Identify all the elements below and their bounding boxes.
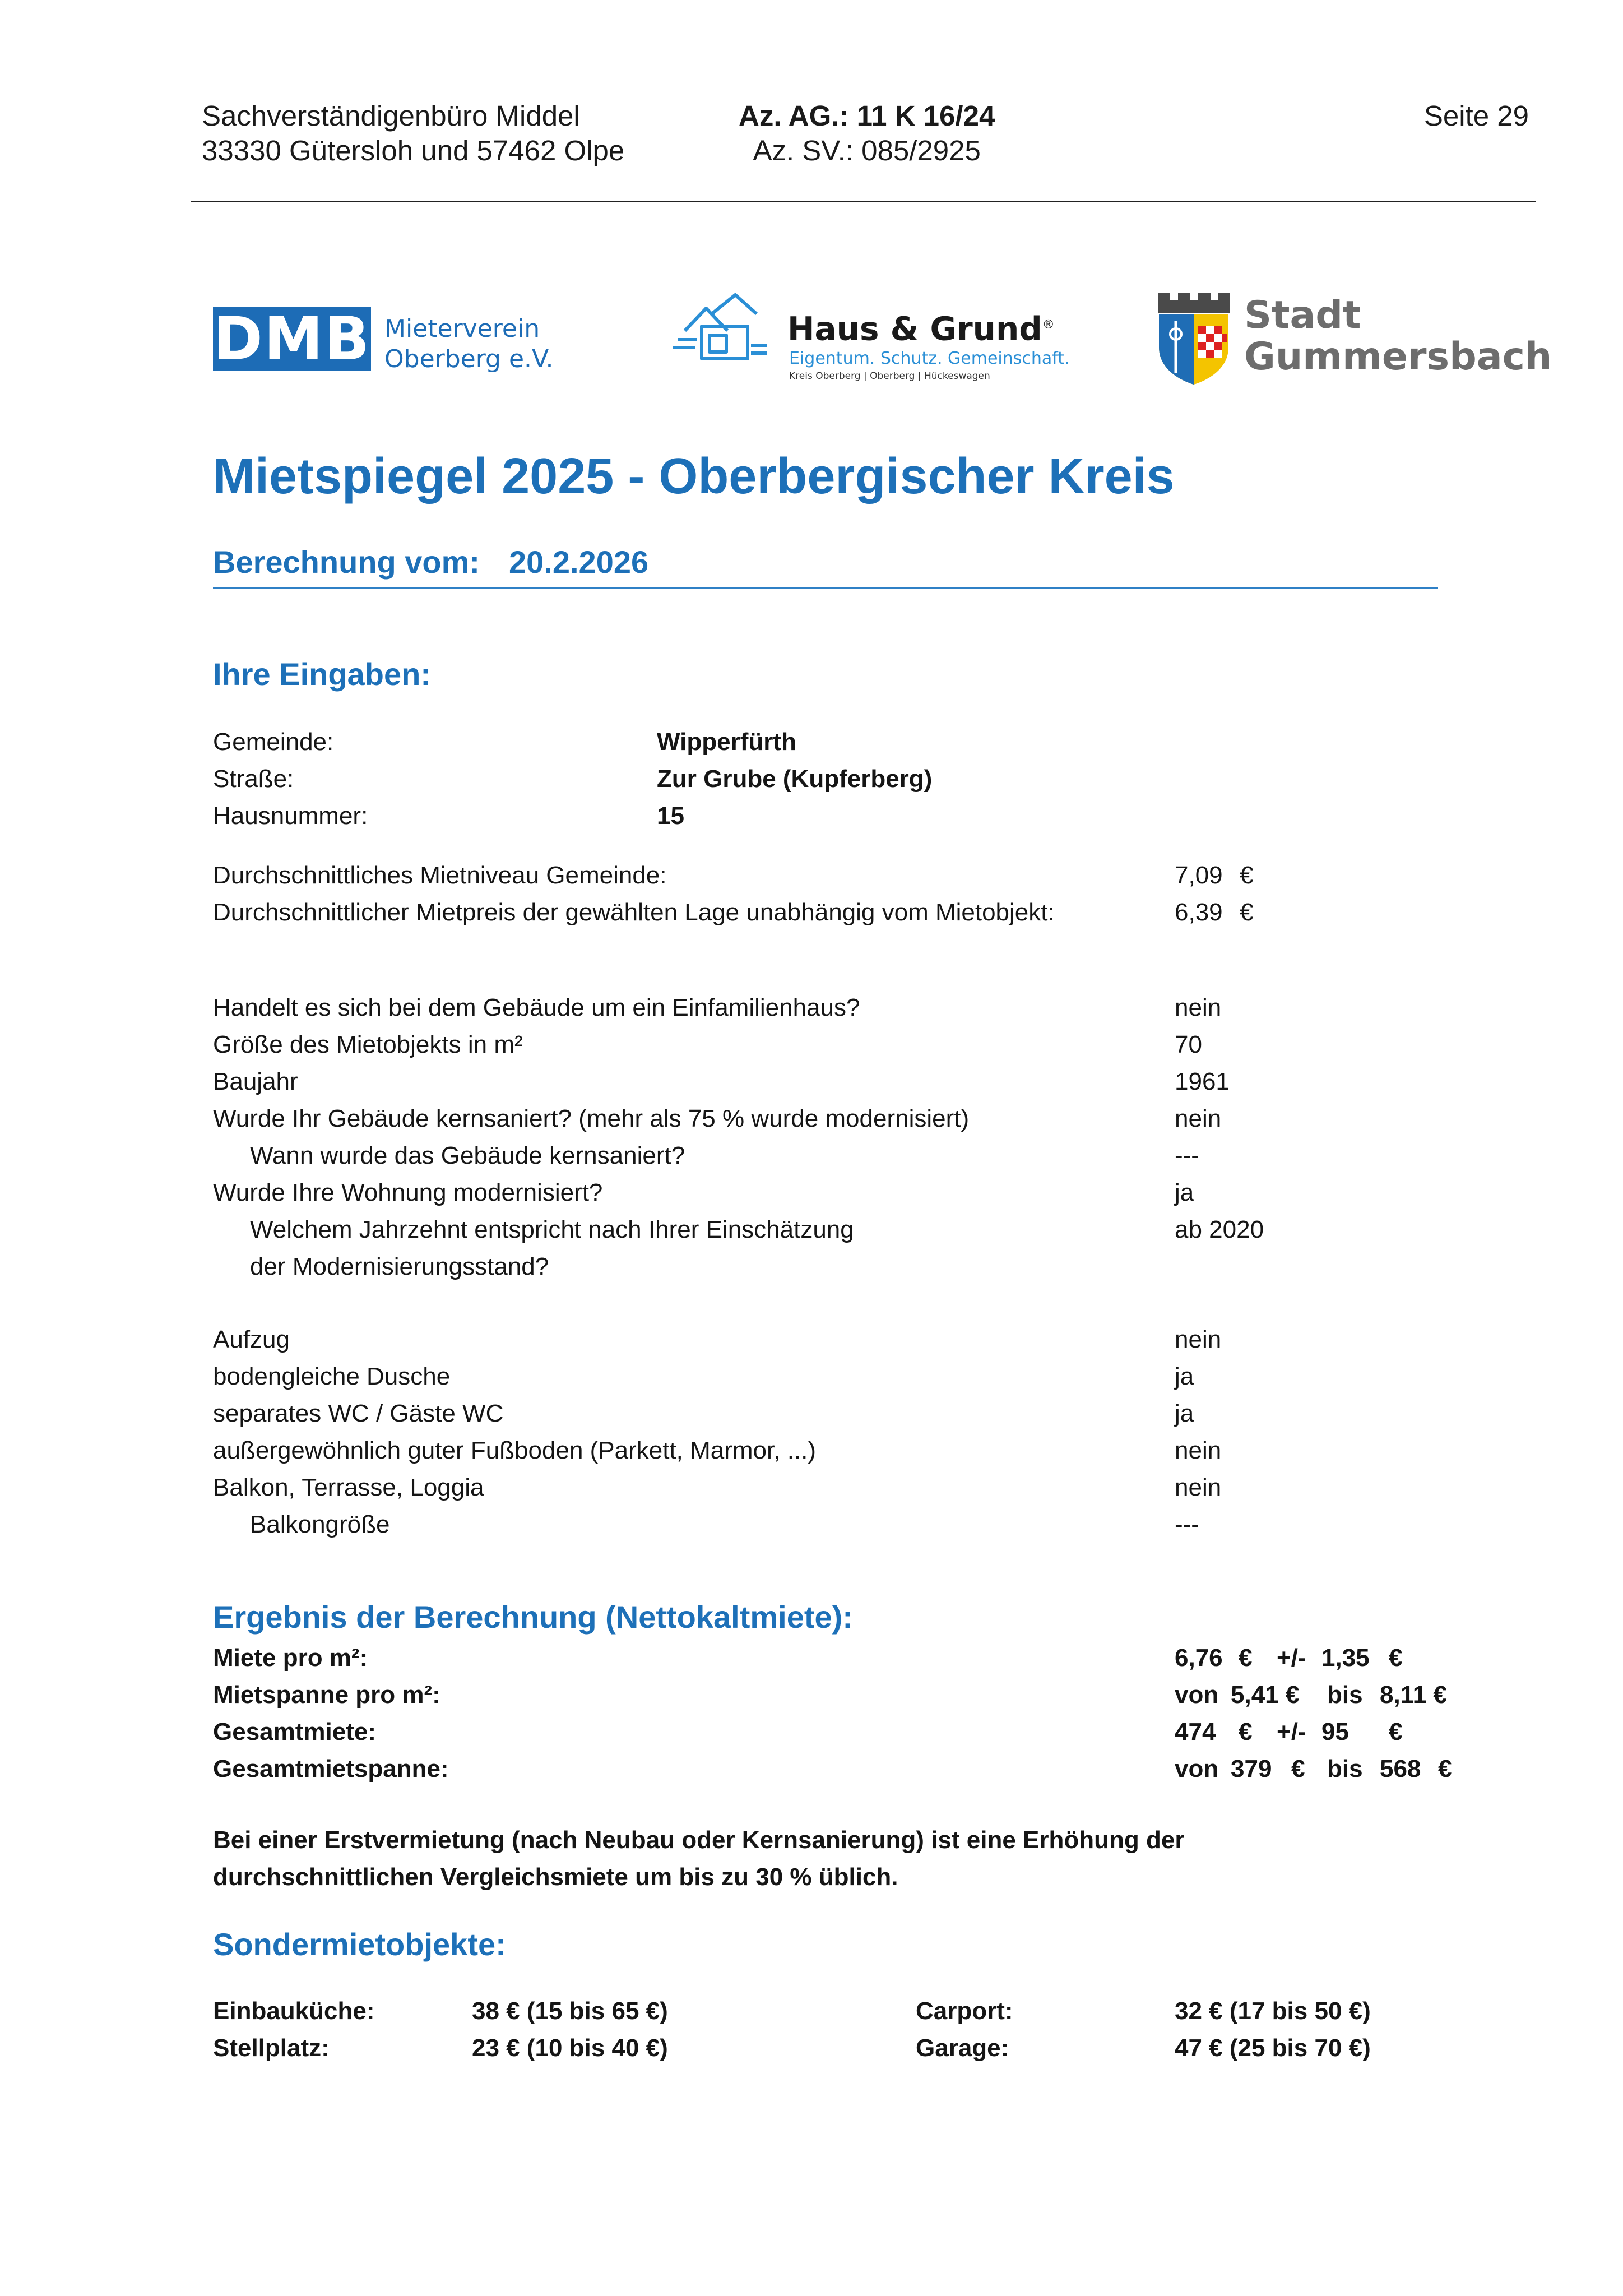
page-number: Seite 29 [1423,100,1529,132]
result-cell: bis [1327,1755,1363,1783]
average-unit: € [1240,862,1254,889]
question-value: ja [1175,1179,1194,1206]
result-cell: +/- [1277,1718,1306,1746]
question-value: nein [1175,994,1222,1021]
address-label: Gemeinde: [213,728,334,756]
feature-label: Balkongröße [250,1511,390,1538]
result-cell: 1,35 [1321,1644,1370,1672]
address-label: Hausnummer: [213,802,368,830]
feature-value: ja [1175,1400,1194,1427]
special-heading: Sondermietobjekte: [213,1927,506,1962]
result-cell: 95 [1321,1718,1349,1746]
feature-value: nein [1175,1326,1222,1353]
special-label: Garage: [916,2034,1009,2062]
haus-grund-tagline: Eigentum. Schutz. Gemeinschaft. [789,349,1070,368]
result-heading: Ergebnis der Berechnung (Nettokaltmiete): [213,1599,853,1635]
result-cell: von [1175,1681,1219,1709]
result-cell: € [1291,1755,1305,1783]
house-icon [673,291,768,370]
special-value: 38 € (15 bis 65 €) [472,1997,668,2025]
result-label: Gesamtmiete: [213,1718,377,1746]
average-label: Durchschnittliches Mietniveau Gemeinde: [213,862,667,889]
special-label: Stellplatz: [213,2034,330,2062]
result-cell: 6,76 [1175,1644,1223,1672]
address-label: Straße: [213,765,294,793]
special-label: Carport: [916,1997,1013,2025]
question-label: Handelt es sich bei dem Gebäude um ein Einfamilienhaus? [213,994,860,1021]
gummersbach-text [1244,295,1552,378]
office-block [202,99,624,168]
question-label: Baujahr [213,1068,298,1095]
calculation-label: Berechnung vom: [213,544,480,580]
question-label: Wurde Ihre Wohnung modernisiert? [213,1179,603,1206]
gummersbach-line2: Gummersbach [1244,335,1552,379]
result-cell: 5,41 € [1231,1681,1300,1709]
result-label: Gesamtmietspanne: [213,1755,449,1783]
question-value: 1961 [1175,1068,1230,1095]
result-cell: 379 [1231,1755,1272,1783]
feature-value: nein [1175,1437,1222,1464]
dmb-line1: Mieterverein [384,314,540,343]
dmb-text [384,314,553,374]
gummersbach-line1: Stadt [1244,293,1361,337]
question-label: Wurde Ihr Gebäude kernsaniert? (mehr als 75 % wurde modernisiert) [213,1105,970,1132]
average-value: 7,09 [1175,862,1223,889]
address-value: 15 [657,802,684,830]
case-sv: Az. SV.: 085/2925 [753,135,981,166]
result-cell: € [1239,1718,1253,1746]
average-value: 6,39 [1175,899,1223,926]
feature-label: bodengleiche Dusche [213,1363,451,1390]
case-ag: Az. AG.: 11 K 16/24 [739,100,995,132]
result-label: Miete pro m²: [213,1644,368,1672]
result-cell: 474 [1175,1718,1216,1746]
feature-label: separates WC / Gäste WC [213,1400,504,1427]
page-title: Mietspiegel 2025 - Oberbergischer Kreis [213,448,1175,504]
special-value: 47 € (25 bis 70 €) [1175,2034,1371,2062]
address-value: Wipperfürth [657,728,796,756]
special-value: 23 € (10 bis 40 €) [472,2034,668,2062]
feature-label: außergewöhnlich guter Fußboden (Parkett, Marmor, ...) [213,1437,817,1464]
result-cell: € [1438,1755,1452,1783]
feature-value: nein [1175,1474,1222,1501]
feature-label: Aufzug [213,1326,290,1353]
question-value: 70 [1175,1031,1202,1058]
question-value: --- [1175,1142,1199,1169]
result-cell: € [1239,1644,1253,1672]
result-cell: 568 [1380,1755,1421,1783]
special-value: 32 € (17 bis 50 €) [1175,1997,1371,2025]
note-line: Bei einer Erstvermietung (nach Neubau oder Kernsanierung) ist eine Erhöhung der [213,1826,1185,1854]
feature-label: Balkon, Terrasse, Loggia [213,1474,484,1501]
result-cell: von [1175,1755,1219,1783]
question-value: ab 2020 [1175,1216,1264,1243]
title-divider [213,587,1438,589]
result-label: Mietspanne pro m²: [213,1681,440,1709]
question-label: Welchem Jahrzehnt entspricht nach Ihrer Einschätzung [250,1216,854,1243]
inputs-heading: Ihre Eingaben: [213,656,431,692]
case-reference [739,99,995,168]
address-value: Zur Grube (Kupferberg) [657,765,933,793]
question-label: Wann wurde das Gebäude kernsaniert? [250,1142,685,1169]
calculation-date: 20.2.2026 [509,544,649,580]
dmb-logo [213,304,371,373]
result-cell: bis [1327,1681,1363,1709]
haus-grund-name: Haus & Grund® [787,309,1055,348]
coat-of-arms-icon [1154,291,1233,386]
result-cell: € [1389,1718,1403,1746]
special-label: Einbauküche: [213,1997,375,2025]
dmb-line2: Oberberg e.V. [384,345,554,373]
haus-grund-region: Kreis Oberberg | Oberberg | Hückeswagen [789,371,990,382]
first-letting-note [213,1822,1184,1896]
feature-value: ja [1175,1363,1194,1390]
office-name: Sachverständigenbüro Middel [202,100,580,132]
question-value: nein [1175,1105,1222,1132]
header-divider [191,201,1536,202]
result-cell: 8,11 € [1380,1681,1447,1709]
result-cell: € [1389,1644,1403,1672]
question-label: Größe des Mietobjekts in m² [213,1031,523,1058]
average-label: Durchschnittlicher Mietpreis der gewählten Lage unabhängig vom Mietobjekt: [213,899,1055,926]
office-address: 33330 Gütersloh und 57462 Olpe [202,135,625,166]
dmb-mark: DMB [213,304,371,373]
result-cell: +/- [1277,1644,1306,1672]
feature-value: --- [1175,1511,1199,1538]
question-label: der Modernisierungsstand? [250,1253,549,1280]
average-unit: € [1240,899,1254,926]
note-line: durchschnittlichen Vergleichsmiete um bis zu 30 % üblich. [213,1863,898,1891]
